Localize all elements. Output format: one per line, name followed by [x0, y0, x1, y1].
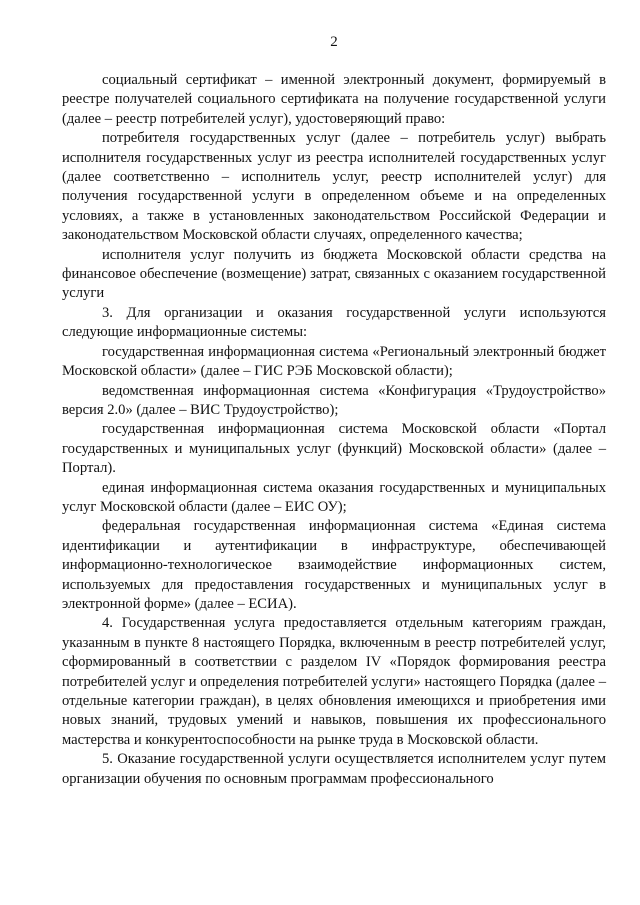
- paragraph: федеральная государственная информационная система «Единая система идентификации и аутентификации в инфраструктуре, обеспечивающей информационно-технологическое взаимодействие информационных систем, используемых для предоставления государственных и муниципальных услуг в электронной форме» (далее – ЕСИА).: [62, 518, 606, 612]
- document-body: [62, 71, 606, 789]
- paragraph: 3. Для организации и оказания государственной услуги используются следующие информационные системы:: [62, 304, 606, 341]
- paragraph: потребителя государственных услуг (далее – потребитель услуг) выбрать исполнителя государственных услуг из реестра исполнителей государственных услуг (далее соответственно – исполнитель услуг, реестр исполнителей услуг) для получения государственной услуги в определенном объеме и на определенных условиях, а также в установленных законодательством Российской Федерации и законодательством Московской области случаях, определенного качества;: [62, 130, 606, 244]
- paragraph: социальный сертификат – именной электронный документ, формируемый в реестре получателей социального сертификата на получение государственной услуги (далее – реестр потребителей услуг), удостоверяющий право:: [62, 72, 606, 127]
- paragraph: 5. Оказание государственной услуги осуществляется исполнителем услуг путем организации обучения по основным программам профессионального: [62, 751, 606, 787]
- page-number: 2: [330, 34, 338, 50]
- paragraph: государственная информационная система «Региональный электронный бюджет Московской области» (далее – ГИС РЭБ Московской области);: [62, 343, 606, 380]
- paragraph: исполнителя услуг получить из бюджета Московской области средства на финансовое обеспечение (возмещение) затрат, связанных с оказанием государственной услуги: [62, 246, 606, 302]
- paragraph: единая информационная система оказания государственных и муниципальных услуг Московской области (далее – ЕИС ОУ);: [62, 479, 606, 515]
- paragraph: ведомственная информационная система «Конфигурация «Трудоустройство» версия 2.0» (далее – ВИС Трудоустройство);: [62, 382, 606, 418]
- paragraph: 4. Государственная услуга предоставляется отдельным категориям граждан, указанным в пункте 8 настоящего Порядка, включенным в реестр потребителей услуг, сформированный в соответствии с разделом IV «Порядок формирования реестра потребителей услуг и определения потребителей услуги» настоящего Порядка (далее – отдельные категории граждан), в целях обновления имеющихся и приобретения ими новых знаний, трудовых умений и навыков, повышения их профессионального мастерства и конкурентоспособности на рынке труда в Московской области.: [62, 615, 606, 748]
- paragraph: государственная информационная система Московской области «Портал государственных и муниципальных услуг (функций) Московской области» (далее – Портал).: [62, 421, 606, 477]
